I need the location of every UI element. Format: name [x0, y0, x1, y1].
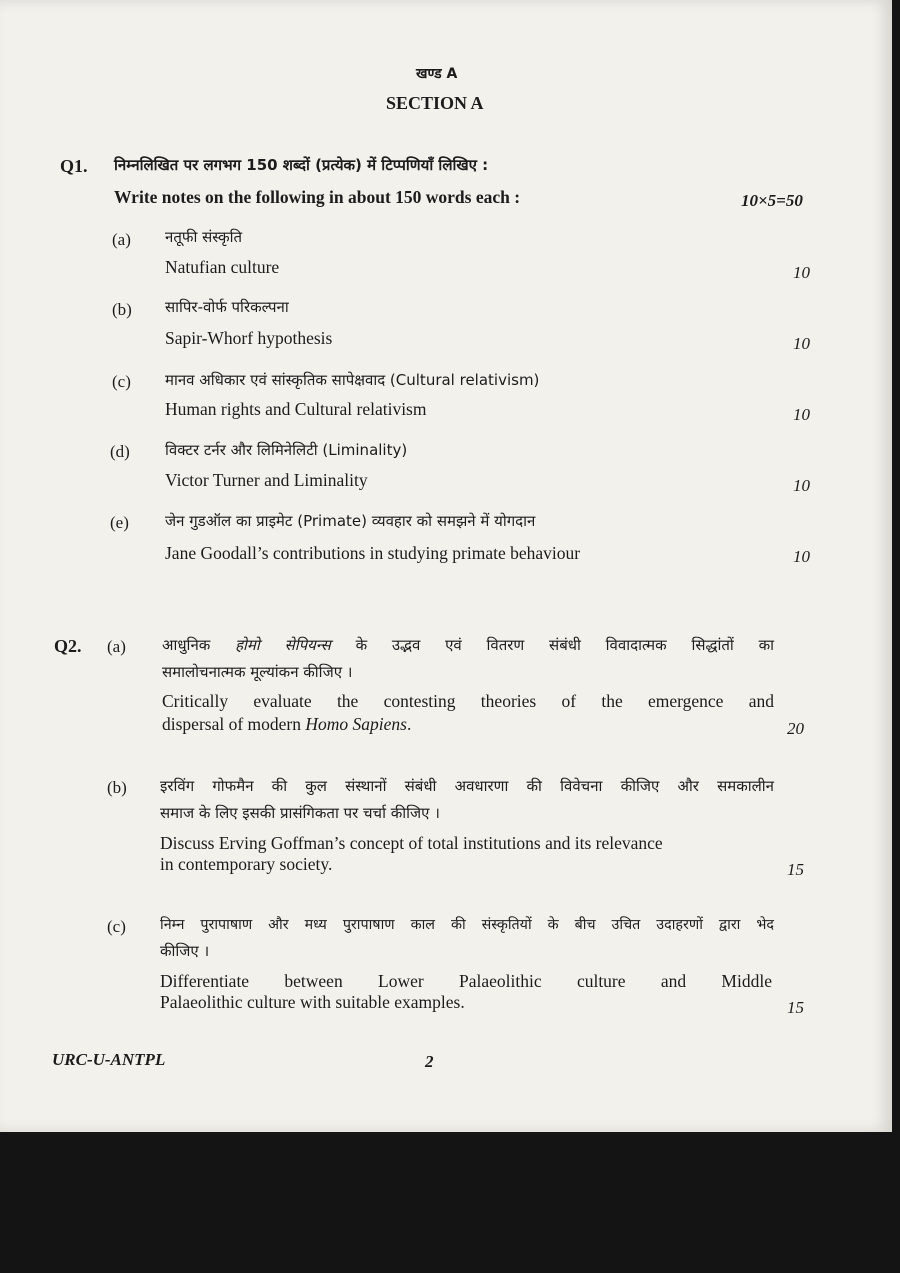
q1-item-marks: 10: [793, 405, 810, 424]
q1-item-label: (c): [112, 372, 131, 391]
q2b-english-line2: in contemporary society.: [160, 854, 333, 874]
q1-total-marks: 10×5=50: [741, 191, 803, 210]
q2b-hindi-line1: इरविंग गोफमैन की कुल संस्थानों संबंधी अवधारणा की विवेचना कीजिए और समकालीन: [160, 777, 774, 795]
section-title: SECTION A: [386, 93, 484, 113]
q2c-hindi-line1: निम्न पुरापाषाण और मध्य पुरापाषाण काल की संस्कृतियों के बीच उचित उदाहरणों द्वारा भेद: [160, 917, 774, 933]
q1-item-marks: 10: [793, 547, 810, 566]
section-title-hindi: खण्ड A: [416, 66, 458, 82]
q1-item-english: Natufian culture: [165, 257, 280, 277]
q2b-english-line1: Discuss Erving Goffman’s concept of total institutions and its relevance: [160, 833, 663, 853]
q1-instruction-hindi: निम्नलिखित पर लगभग 150 शब्दों (प्रत्येक) में टिप्पणियाँ लिखिए :: [114, 156, 489, 174]
q2a-marks: 20: [787, 719, 804, 738]
q1-item-label: (b): [112, 300, 132, 319]
q2a-english-line1: Critically evaluate the contesting theories of the emergence and: [162, 691, 774, 711]
q1-item-hindi: सापिर-वोर्फ परिकल्पना: [165, 298, 289, 316]
q1-item-hindi: नतूफी संस्कृति: [165, 228, 243, 246]
q1-item-label: (e): [110, 513, 129, 532]
paper-code: URC-U-ANTPL: [52, 1050, 166, 1069]
q1-item-english: Victor Turner and Liminality: [165, 470, 368, 490]
q1-item-hindi: जेन गुडऑल का प्राइमेट (Primate) व्यवहार को समझने में योगदान: [165, 512, 536, 530]
q2c-english-line1: Differentiate between Lower Palaeolithic culture and Middle: [160, 971, 772, 991]
q2b-label: (b): [107, 778, 127, 797]
q1-item-label: (d): [110, 442, 130, 461]
q2c-label: (c): [107, 917, 126, 936]
q1-item-hindi: विक्टर टर्नर और लिमिनेलिटी (Liminality): [165, 441, 408, 459]
q1-item-hindi: मानव अधिकार एवं सांस्कृतिक सापेक्षवाद (Cultural relativism): [165, 371, 540, 389]
q2c-hindi-line2: कीजिए ।: [160, 942, 210, 960]
q1-item-label: (a): [112, 230, 131, 249]
q1-item-english: Sapir-Whorf hypothesis: [165, 328, 333, 348]
q1-instruction-english: Write notes on the following in about 150 words each :: [114, 187, 521, 207]
q2a-english-line2: dispersal of modern Homo Sapiens.: [162, 714, 412, 734]
q1-item-english: Jane Goodall’s contributions in studying primate behaviour: [165, 543, 581, 563]
q2c-marks: 15: [787, 998, 804, 1017]
q2a-hindi-line2: समालोचनात्मक मूल्यांकन कीजिए ।: [162, 663, 353, 681]
q2a-label: (a): [107, 637, 126, 656]
q1-item-marks: 10: [793, 334, 810, 353]
question-number-q1: Q1.: [60, 156, 88, 176]
question-number-q2: Q2.: [54, 636, 82, 656]
q1-item-english: Human rights and Cultural relativism: [165, 399, 427, 419]
q2b-marks: 15: [787, 860, 804, 879]
q2a-hindi-line1: आधुनिक होमो सेपियन्स के उद्भव एवं वितरण संबंधी विवादात्मक सिद्धांतों का: [162, 636, 774, 654]
q2c-english-line2: Palaeolithic culture with suitable examples.: [160, 992, 465, 1012]
q2b-hindi-line2: समाज के लिए इसकी प्रासंगिकता पर चर्चा कीजिए ।: [160, 804, 440, 822]
q1-item-marks: 10: [793, 263, 810, 282]
q1-item-marks: 10: [793, 476, 810, 495]
page-number: 2: [425, 1052, 434, 1071]
